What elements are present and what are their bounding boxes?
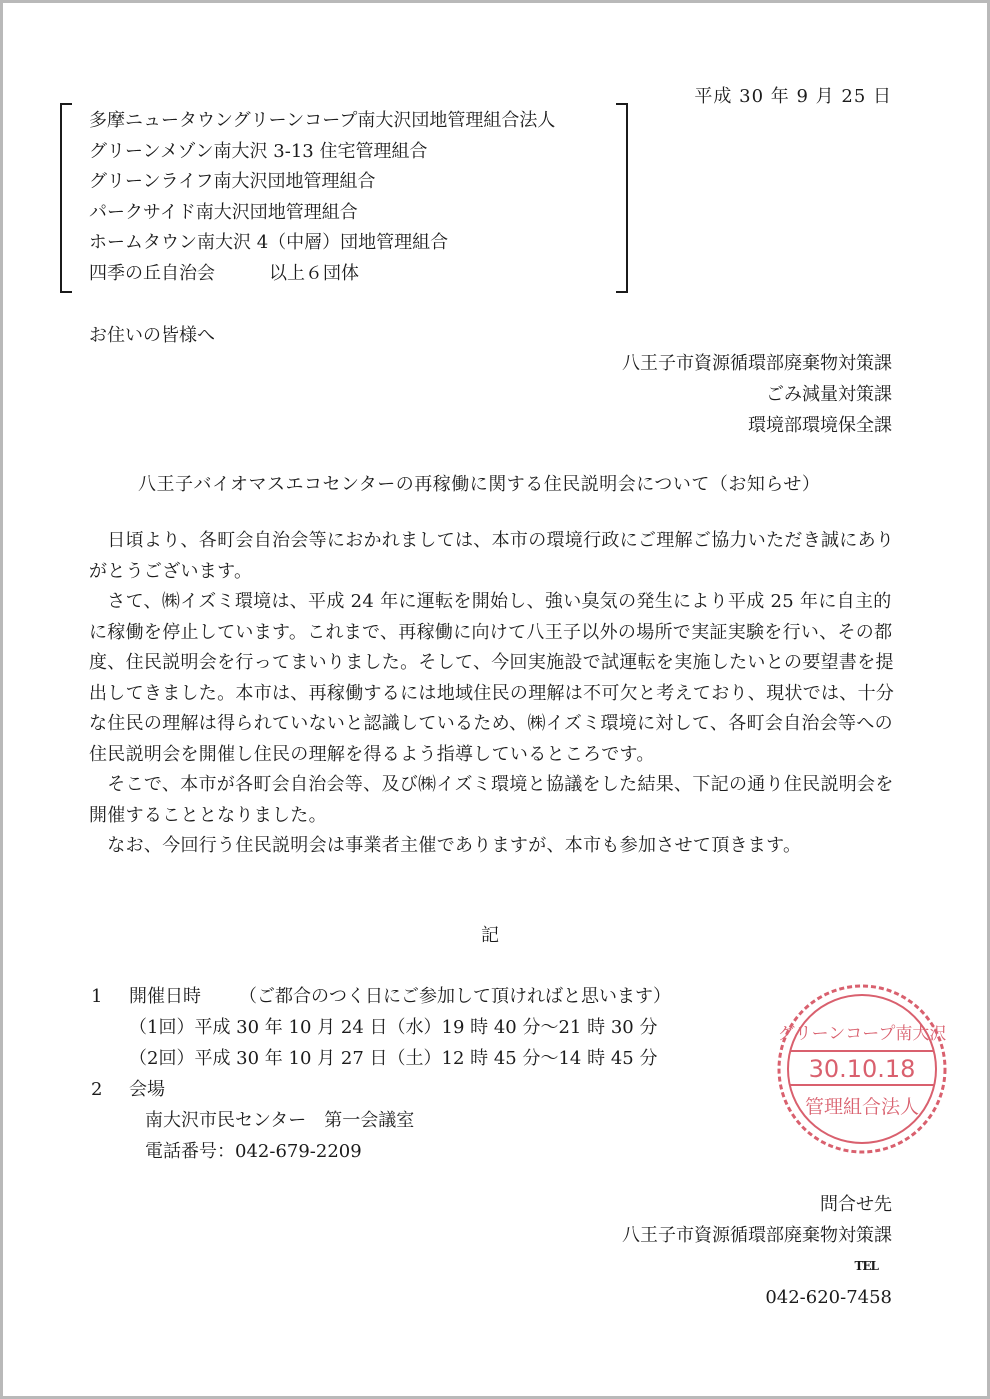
- addressee: パークサイド南大沢団地管理組合: [89, 201, 358, 223]
- sender-line: 環境部環境保全課: [748, 415, 892, 436]
- stamp-top-text: グリーンコープ南大沢: [777, 1024, 947, 1044]
- addressee-list: [89, 106, 555, 289]
- venue-name: 南大沢市民センター 第一会議室: [145, 1110, 415, 1131]
- sender-line: ごみ減量対策課: [766, 384, 892, 405]
- inquiry-dept: 八王子市資源循環部廃棄物対策課: [622, 1225, 892, 1246]
- document-date: 平成 30 年 9 月 25 日: [694, 86, 892, 107]
- session-2: （2回）平成 30 年 10 月 27 日（土）12 時 45 分～14 時 45 分: [129, 1048, 658, 1069]
- addressee: グリーンメゾン南大沢 3-13 住宅管理組合: [89, 140, 428, 162]
- item-1-note: （ご都合のつく日にご参加して頂ければと思います）: [239, 986, 671, 1007]
- inquiry-label: 問合せ先: [820, 1194, 892, 1215]
- stamp-date: 30.10.18: [808, 1055, 916, 1083]
- sender-block: [622, 348, 892, 441]
- item-1-number: 1: [91, 986, 103, 1007]
- addressee: 四季の丘自治会 以上６団体: [89, 262, 359, 284]
- venue-phone: 電話番号：042-679-2209: [145, 1141, 362, 1162]
- sender-line: 八王子市資源循環部廃棄物対策課: [622, 353, 892, 374]
- item-2-label: 会場: [129, 1079, 165, 1100]
- received-date-stamp: [774, 981, 950, 1157]
- body-paragraph: さて、㈱イズミ環境は、平成 24 年に運転を開始し、強い臭気の発生により平成 25 年に自主的に稼働を停止しています。これまで、再稼働に向けて八王子以外の場所で実証実験を行い、その都度、住民説明会を行ってまいりました。そして、今回実施設で試運転を実施したいとの要望書を提出してきました。本市は、再稼働するには地域住民の理解は不可欠と考えており、現状では、十分な住民の理解は得られていないと認識しているため、㈱イズミ環境に対して、各町会自治会等への住民説明会を開催し住民の理解を得るよう指導しているところです。: [89, 591, 895, 765]
- stamp-bottom-text: 管理組合法人: [804, 1096, 920, 1118]
- inquiry-block: [622, 1189, 892, 1313]
- body-text: [89, 526, 897, 862]
- inquiry-tel: 042-620-7458: [765, 1287, 892, 1308]
- notice-title: 八王子バイオマスエコセンターの再稼働に関する住民説明会について（お知らせ）: [138, 474, 821, 495]
- right-bracket: [616, 103, 628, 293]
- item-1-label: 開催日時: [129, 986, 201, 1007]
- greeting: お住いの皆様へ: [89, 325, 215, 346]
- inquiry-tel-line: [622, 1251, 892, 1313]
- session-1: （1回）平成 30 年 10 月 24 日（水）19 時 40 分～21 時 30 分: [129, 1017, 658, 1038]
- addressee: 多摩ニュータウングリーンコープ南大沢団地管理組合法人: [89, 110, 556, 131]
- tel-label: TEL: [854, 1259, 878, 1273]
- body-paragraph: そこで、本市が各町会自治会等、及び㈱イズミ環境と協議をした結果、下記の通り住民説明会を開催することとなりました。: [89, 774, 894, 826]
- body-paragraph: 日頃より、各町会自治会等におかれましては、本市の環境行政にご理解ご協力いただき誠にありがとうございます。: [89, 530, 895, 582]
- addressee: ホームタウン南大沢 4（中層）団地管理組合: [89, 232, 449, 253]
- ki-heading: 記: [481, 925, 499, 946]
- body-paragraph: なお、今回行う住民説明会は事業者主催でありますが、本市も参加させて頂きます。: [89, 835, 802, 856]
- addressee: グリーンライフ南大沢団地管理組合: [89, 171, 376, 192]
- left-bracket: [60, 103, 72, 293]
- item-2-number: 2: [91, 1079, 103, 1100]
